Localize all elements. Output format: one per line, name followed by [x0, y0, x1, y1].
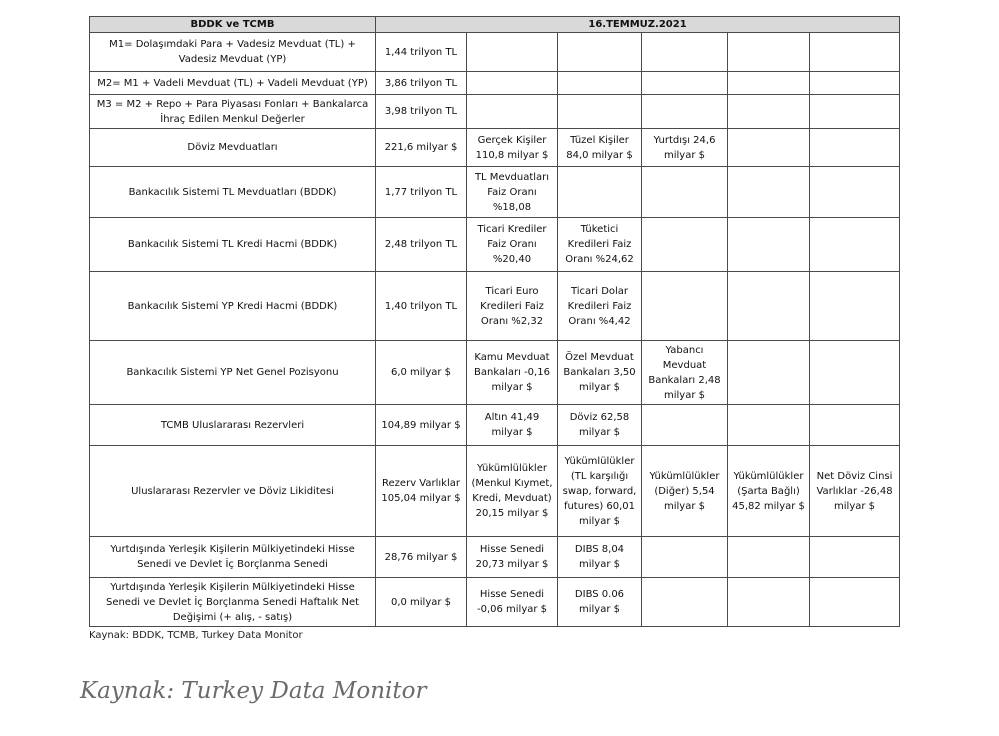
row-detail-cell: [558, 95, 642, 129]
row-detail-cell: Ticari Dolar Kredileri Faiz Oranı %4,42: [558, 272, 642, 341]
row-detail-cell: Hisse Senedi 20,73 milyar $: [467, 537, 558, 578]
row-detail-cell: [642, 272, 728, 341]
row-detail-cell: [558, 72, 642, 95]
row-label: M3 = M2 + Repo + Para Piyasası Fonları + Bankalarca İhraç Edilen Menkul Değerler: [90, 95, 376, 129]
row-detail-cell: [467, 33, 558, 72]
table-row: [90, 218, 900, 272]
table-row: [90, 129, 900, 167]
row-detail-cell: Yükümlülükler (Menkul Kıymet, Kredi, Mevduat) 20,15 milyar $: [467, 446, 558, 537]
row-detail-cell: Yükümlülükler (TL karşılığı swap, forward, futures) 60,01 milyar $: [558, 446, 642, 537]
row-detail-cell: Hisse Senedi -0,06 milyar $: [467, 578, 558, 627]
table-row: [90, 578, 900, 627]
row-detail-cell: Net Döviz Cinsi Varlıklar -26,48 milyar $: [810, 446, 900, 537]
row-detail-cell: Altın 41,49 milyar $: [467, 405, 558, 446]
row-detail-cell: [642, 218, 728, 272]
row-detail-cell: [728, 578, 810, 627]
row-detail-cell: Gerçek Kişiler 110,8 milyar $: [467, 129, 558, 167]
header-title: BDDK ve TCMB: [90, 17, 376, 33]
row-detail-cell: [810, 578, 900, 627]
row-detail-cell: [642, 33, 728, 72]
row-value: 104,89 milyar $: [376, 405, 467, 446]
row-detail-cell: [642, 578, 728, 627]
row-detail-cell: [728, 272, 810, 341]
row-detail-cell: [810, 95, 900, 129]
data-table: [89, 16, 900, 627]
row-detail-cell: [467, 72, 558, 95]
row-detail-cell: DIBS 0.06 milyar $: [558, 578, 642, 627]
header-date: 16.TEMMUZ.2021: [376, 17, 900, 33]
row-detail-cell: [728, 167, 810, 218]
table-row: [90, 33, 900, 72]
row-detail-cell: [728, 218, 810, 272]
row-detail-cell: [810, 272, 900, 341]
row-detail-cell: [642, 537, 728, 578]
row-detail-cell: [642, 72, 728, 95]
row-detail-cell: [467, 95, 558, 129]
row-detail-cell: DIBS 8,04 milyar $: [558, 537, 642, 578]
row-detail-cell: [728, 72, 810, 95]
table-body: [90, 33, 900, 627]
row-value: 6,0 milyar $: [376, 341, 467, 405]
row-detail-cell: [810, 33, 900, 72]
row-detail-cell: Tüketici Kredileri Faiz Oranı %24,62: [558, 218, 642, 272]
row-value: 1,40 trilyon TL: [376, 272, 467, 341]
row-value: 221,6 milyar $: [376, 129, 467, 167]
row-label: M1= Dolaşımdaki Para + Vadesiz Mevduat (TL) + Vadesiz Mevduat (YP): [90, 33, 376, 72]
row-detail-cell: Yurtdışı 24,6 milyar $: [642, 129, 728, 167]
row-detail-cell: TL Mevduatları Faiz Oranı %18,08: [467, 167, 558, 218]
row-detail-cell: [810, 537, 900, 578]
row-detail-cell: Yükümlülükler (Diğer) 5,54 milyar $: [642, 446, 728, 537]
table-row: [90, 341, 900, 405]
row-detail-cell: Ticari Euro Kredileri Faiz Oranı %2,32: [467, 272, 558, 341]
row-detail-cell: [728, 341, 810, 405]
row-value: 2,48 trilyon TL: [376, 218, 467, 272]
row-detail-cell: [810, 218, 900, 272]
row-detail-cell: Yabancı Mevduat Bankaları 2,48 milyar $: [642, 341, 728, 405]
row-label: Uluslararası Rezervler ve Döviz Likiditesi: [90, 446, 376, 537]
row-value: 1,77 trilyon TL: [376, 167, 467, 218]
row-detail-cell: Kamu Mevduat Bankaları -0,16 milyar $: [467, 341, 558, 405]
row-detail-cell: Özel Mevduat Bankaları 3,50 milyar $: [558, 341, 642, 405]
row-value: Rezerv Varlıklar 105,04 milyar $: [376, 446, 467, 537]
row-detail-cell: [558, 33, 642, 72]
row-value: 1,44 trilyon TL: [376, 33, 467, 72]
table-row: [90, 95, 900, 129]
row-detail-cell: Döviz 62,58 milyar $: [558, 405, 642, 446]
row-detail-cell: [642, 167, 728, 218]
row-detail-cell: [728, 405, 810, 446]
row-value: 0,0 milyar $: [376, 578, 467, 627]
row-label: Bankacılık Sistemi TL Kredi Hacmi (BDDK): [90, 218, 376, 272]
row-label: TCMB Uluslararası Rezervleri: [90, 405, 376, 446]
row-detail-cell: [810, 341, 900, 405]
row-detail-cell: [642, 95, 728, 129]
row-label: M2= M1 + Vadeli Mevduat (TL) + Vadeli Mevduat (YP): [90, 72, 376, 95]
row-detail-cell: [810, 72, 900, 95]
image-caption: Kaynak: Turkey Data Monitor: [80, 678, 427, 704]
row-detail-cell: Tüzel Kişiler 84,0 milyar $: [558, 129, 642, 167]
row-detail-cell: [642, 405, 728, 446]
data-table-image: [89, 16, 899, 641]
row-detail-cell: [728, 129, 810, 167]
table-row: [90, 405, 900, 446]
row-value: 3,98 trilyon TL: [376, 95, 467, 129]
row-detail-cell: [810, 129, 900, 167]
source-note: Kaynak: BDDK, TCMB, Turkey Data Monitor: [89, 630, 303, 641]
row-detail-cell: Ticari Krediler Faiz Oranı %20,40: [467, 218, 558, 272]
row-detail-cell: [810, 167, 900, 218]
row-detail-cell: [728, 537, 810, 578]
table-row: [90, 537, 900, 578]
table-header-row: [90, 17, 900, 33]
row-label: Yurtdışında Yerleşik Kişilerin Mülkiyetindeki Hisse Senedi ve Devlet İç Borçlanma Senedi: [90, 537, 376, 578]
row-value: 28,76 milyar $: [376, 537, 467, 578]
row-detail-cell: [728, 33, 810, 72]
table-row: [90, 72, 900, 95]
table-row: [90, 167, 900, 218]
table-row: [90, 446, 900, 537]
row-label: Bankacılık Sistemi TL Mevduatları (BDDK): [90, 167, 376, 218]
row-value: 3,86 trilyon TL: [376, 72, 467, 95]
row-label: Yurtdışında Yerleşik Kişilerin Mülkiyetindeki Hisse Senedi ve Devlet İç Borçlanma Senedi Haftalık Net Değişimi (+ alış, - satış): [90, 578, 376, 627]
row-label: Bankacılık Sistemi YP Kredi Hacmi (BDDK): [90, 272, 376, 341]
row-detail-cell: Yükümlülükler (Şarta Bağlı) 45,82 milyar $: [728, 446, 810, 537]
table-row: [90, 272, 900, 341]
row-detail-cell: [728, 95, 810, 129]
row-label: Bankacılık Sistemi YP Net Genel Pozisyonu: [90, 341, 376, 405]
row-detail-cell: [558, 167, 642, 218]
row-detail-cell: [810, 405, 900, 446]
row-label: Döviz Mevduatları: [90, 129, 376, 167]
